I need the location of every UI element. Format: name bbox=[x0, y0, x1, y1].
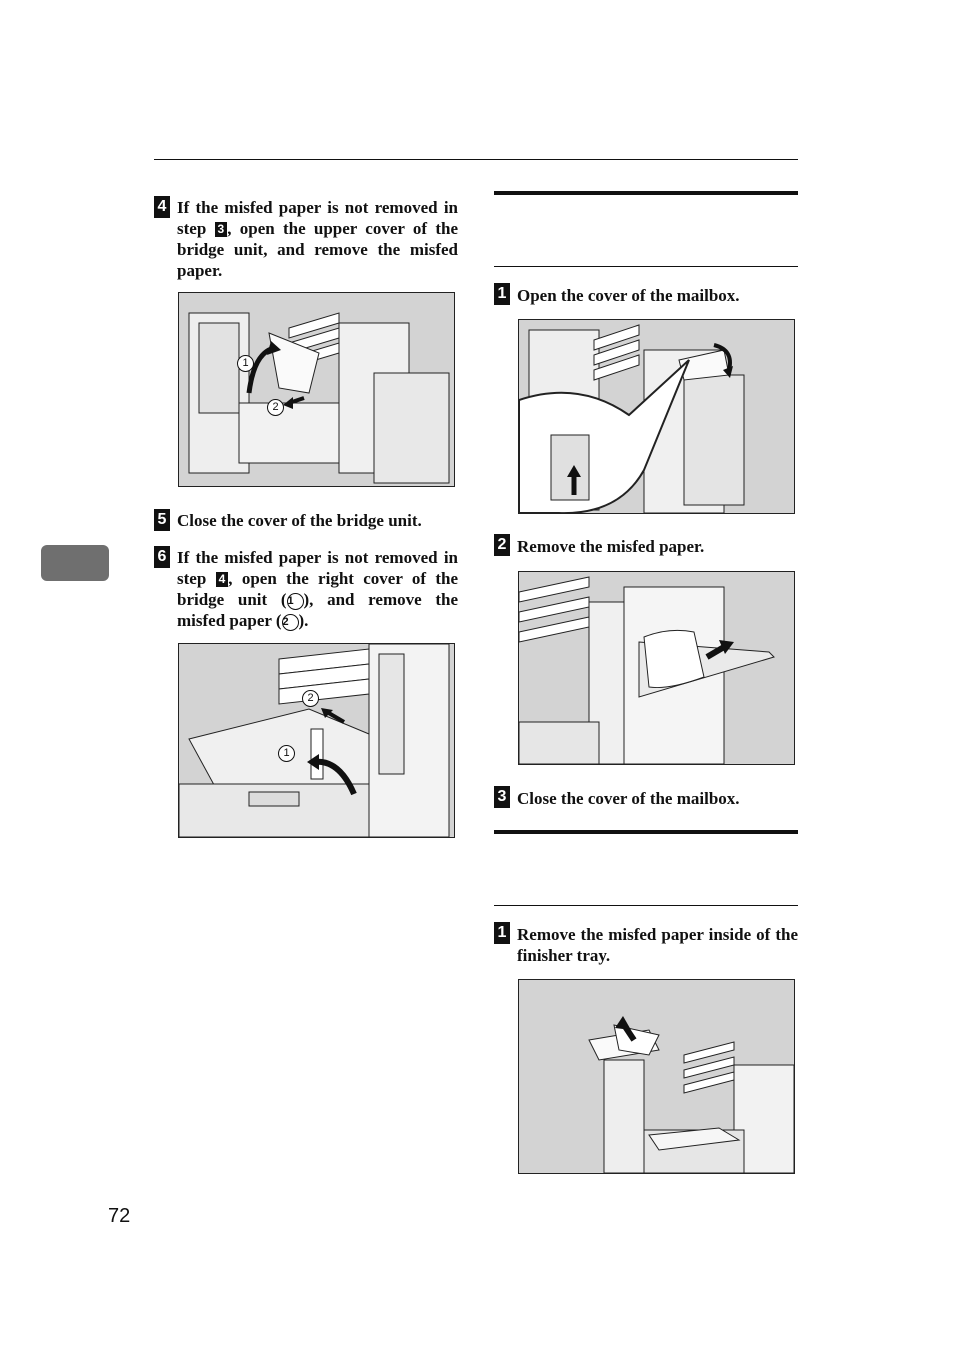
step-number-badge: 3 bbox=[494, 786, 510, 808]
printer-illustration bbox=[519, 320, 794, 513]
chapter-tab bbox=[41, 545, 109, 581]
figure-open-mailbox-cover bbox=[518, 319, 795, 514]
header-rule bbox=[154, 159, 798, 160]
section-rule-thick bbox=[494, 830, 798, 834]
callout-circle: 2 bbox=[282, 614, 299, 631]
callout-circle: 1 bbox=[287, 593, 304, 610]
section-rule-thin bbox=[494, 905, 798, 906]
figure-bridge-upper-cover bbox=[178, 292, 455, 487]
printer-illustration bbox=[179, 293, 454, 486]
step-number-badge: 2 bbox=[494, 534, 510, 556]
step-text: If the misfed paper is not removed in step 3 , open the upper cover of the bridge unit, and remove the misfed paper. bbox=[177, 198, 458, 280]
page-number: 72 bbox=[108, 1205, 131, 1227]
step-number-badge: 5 bbox=[154, 509, 170, 531]
section-rule-thick bbox=[494, 191, 798, 195]
figure-remove-finisher-paper bbox=[518, 979, 795, 1174]
figure-bridge-right-cover bbox=[178, 643, 455, 838]
step-ref-badge: 4 bbox=[216, 572, 229, 587]
callout-circle: 1 bbox=[278, 745, 295, 762]
figure-remove-mailbox-paper bbox=[518, 571, 795, 765]
step-text: If the misfed paper is not removed in step 4 , open the right cover of the bridge unit (1 ), and remove the misfed paper (2 ). bbox=[177, 548, 459, 630]
callout-circle: 2 bbox=[267, 399, 284, 416]
printer-illustration bbox=[179, 644, 454, 837]
step-number-badge: 6 bbox=[154, 546, 170, 568]
step-number-badge: 1 bbox=[494, 922, 510, 944]
callout-circle: 2 bbox=[302, 690, 319, 707]
step-number-badge: 4 bbox=[154, 196, 170, 218]
step-ref-badge: 3 bbox=[215, 222, 228, 237]
callout-circle: 1 bbox=[237, 355, 254, 372]
section-rule-thin bbox=[494, 266, 798, 267]
printer-illustration bbox=[519, 572, 794, 764]
step-number-badge: 1 bbox=[494, 283, 510, 305]
printer-illustration bbox=[519, 980, 794, 1173]
